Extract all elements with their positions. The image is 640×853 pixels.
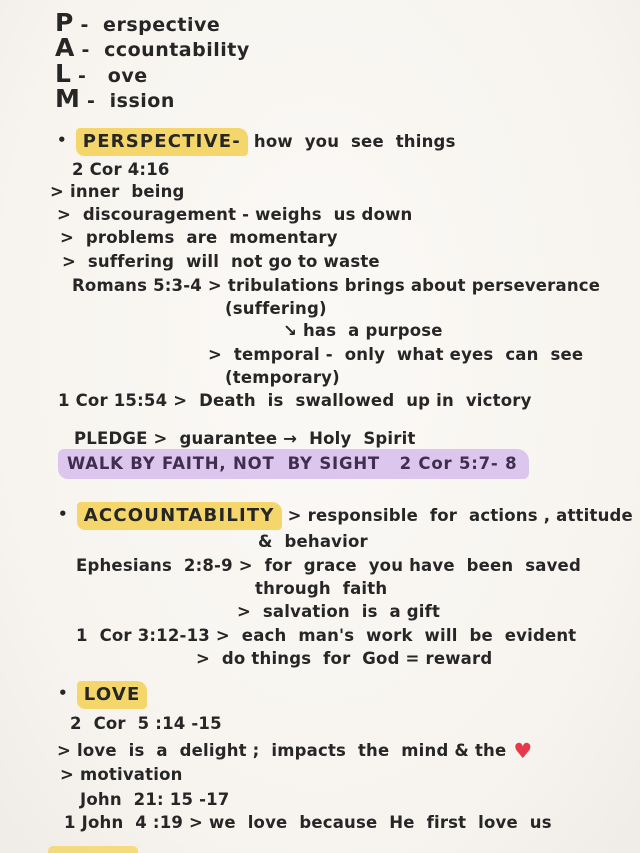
acronym-word: - ccountability bbox=[74, 39, 250, 61]
walk-by-faith-highlight: WALK BY FAITH, NOT BY SIGHT 2 Cor 5:7- 8 bbox=[58, 449, 529, 479]
note-line: > problems are momentary bbox=[60, 228, 338, 247]
love-highlight: LOVE bbox=[77, 681, 148, 709]
section-heading-accountability bbox=[58, 505, 633, 528]
walk-by-faith-line bbox=[58, 454, 529, 475]
section-heading-love bbox=[58, 684, 147, 707]
heart-icon: ♥ bbox=[513, 739, 533, 763]
bullet-icon: • bbox=[58, 505, 68, 523]
note-line: > discouragement - weighs us down bbox=[57, 205, 413, 224]
acronym-row-m bbox=[55, 84, 175, 113]
bullet-icon: • bbox=[58, 684, 68, 702]
acronym-word: - erspective bbox=[73, 14, 221, 36]
accountability-highlight: ACCOUNTABILITY bbox=[77, 502, 282, 530]
partial-highlight-strip bbox=[48, 846, 138, 853]
bullet-icon: • bbox=[57, 131, 67, 149]
note-line: through faith bbox=[255, 579, 388, 598]
accountability-subtitle: > responsible for actions , attitude bbox=[287, 506, 633, 525]
note-line: 1 Cor 15:54 > Death is swallowed up in victory bbox=[58, 391, 532, 410]
note-line: 1 Cor 3:12-13 > each man's work will be evident bbox=[76, 626, 577, 645]
perspective-subtitle: how you see things bbox=[253, 132, 456, 151]
acronym-letter: L bbox=[55, 59, 71, 88]
note-line: Romans 5:3-4 > tribulations brings about perseverance bbox=[72, 276, 601, 295]
note-line: (temporary) bbox=[225, 368, 340, 387]
note-line: 1 John 4 :19 > we love because He first love us bbox=[64, 813, 552, 832]
scripture-ref: 2 Cor 4:16 bbox=[72, 160, 170, 179]
acronym-letter: P bbox=[55, 8, 74, 37]
note-line: ↘ has a purpose bbox=[283, 321, 443, 340]
scripture-ref: John 21: 15 -17 bbox=[80, 790, 230, 809]
note-line: > do things for God = reward bbox=[196, 649, 493, 668]
note-line bbox=[57, 738, 532, 764]
acronym-letter: M bbox=[55, 84, 80, 113]
acronym-row-a bbox=[55, 33, 250, 62]
perspective-highlight: PERSPECTIVE- bbox=[76, 128, 248, 156]
acronym-letter: A bbox=[55, 33, 75, 62]
pledge-line: PLEDGE > guarantee → Holy Spirit bbox=[74, 429, 416, 448]
note-line: > temporal - only what eyes can see bbox=[208, 345, 584, 364]
scripture-ref: 2 Cor 5 :14 -15 bbox=[70, 714, 222, 733]
note-line: > suffering will not go to waste bbox=[62, 252, 380, 271]
note-line: > inner being bbox=[50, 182, 185, 201]
note-line: Ephesians 2:8-9 > for grace you have been saved bbox=[76, 556, 581, 575]
acronym-word: - ission bbox=[79, 90, 175, 112]
note-line: & behavior bbox=[258, 532, 368, 551]
acronym-word: - ove bbox=[70, 65, 148, 87]
love-delight-text: > love is a delight ; impacts the mind & the bbox=[57, 741, 507, 760]
note-line: (suffering) bbox=[225, 299, 327, 318]
section-heading-perspective bbox=[57, 131, 456, 154]
note-line: > motivation bbox=[60, 765, 183, 784]
note-line: > salvation is a gift bbox=[237, 602, 441, 621]
